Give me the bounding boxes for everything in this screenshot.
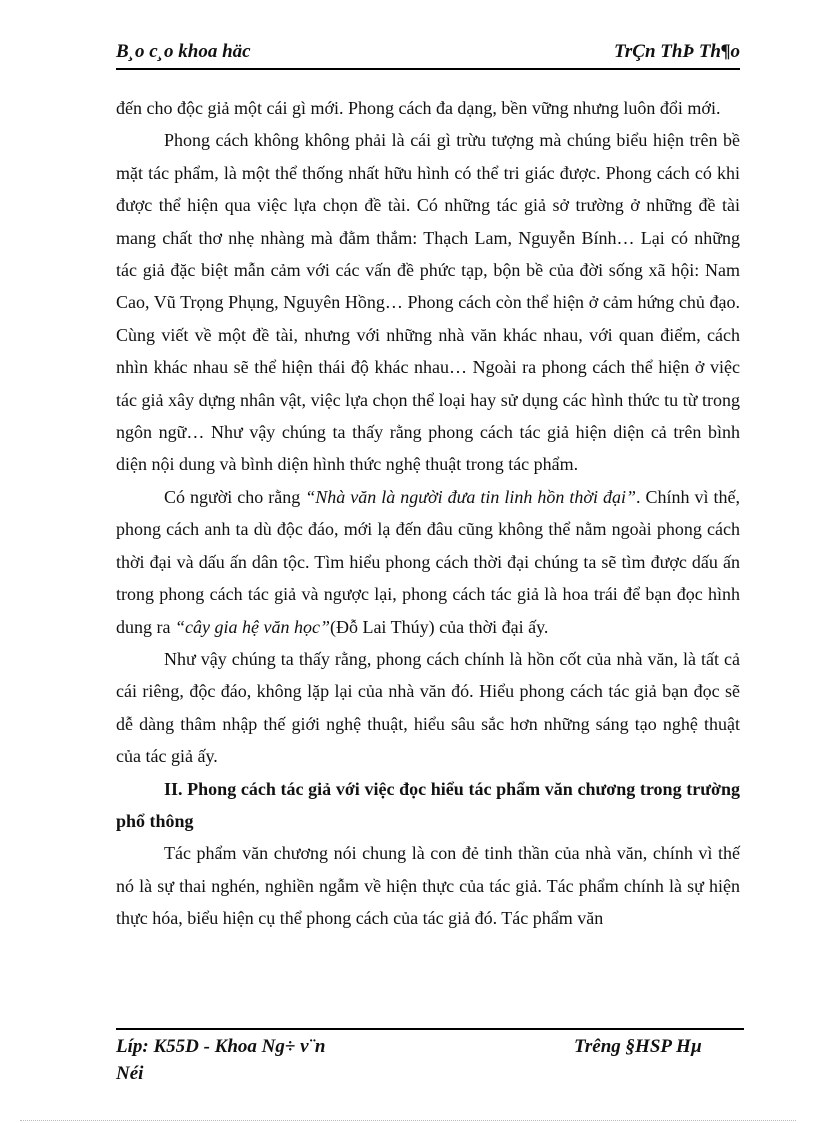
page-footer (116, 1028, 744, 1085)
paragraph-text: . Chính vì thế, phong cách anh ta dù độc đáo, mới lạ đến đâu cũng không thể nằm ngoài phong cách thời đại và dấu ấn dân tộc. Tìm hiểu phong cách thời đại chúng ta sẽ tìm được dấu ấn trong phong cách tác giả và ngược lại, phong cách tác giả là hoa trái để bạn đọc hình dung ra (116, 486, 740, 637)
section-heading: II. Phong cách tác giả với việc đọc hiểu tác phẩm văn chương trong trường phổ thông (116, 778, 740, 831)
paragraph-conclusion: Như vậy chúng ta thấy rằng, phong cách chính là hồn cốt của nhà văn, là tất cả cái riêng, độc đáo, không lặp lại của nhà văn đó. Hiểu phong cách tác giả bạn đọc sẽ dễ dàng thâm nhập thế giới nghệ thuật, hiểu sâu sắc hơn những sáng tạo nghệ thuật của tác giả ấy. (116, 648, 740, 767)
footer-class: Líp: K55D - Khoa Ng÷ v¨n (116, 1036, 326, 1057)
paragraph-continuation: đến cho độc giả một cái gì mới. Phong cách đa dạng, bền vững nhưng luôn đổi mới. (116, 98, 721, 118)
paragraph-era-style (116, 481, 740, 643)
paragraph-style-expression: Phong cách không không phải là cái gì trừu tượng mà chúng biểu hiện trên bề mặt tác phẩm, là một thể thống nhất hữu hình có thể tri giác được. Phong cách có khi được thể hiện qua việc lựa chọn đề tài. Có những tác giả sở trường ở những đề tài mang chất thơ nhẹ nhàng mà đằm thắm: Thạch Lam, Nguyễn Bính… Lại có những tác giả đặc biệt mẫn cảm với các vấn đề phức tạp, bộn bề của đời sống xã hội: Nam Cao, Vũ Trọng Phụng, Nguyên Hồng… Phong cách còn thể hiện ở cảm hứng chủ đạo. Cùng viết về một đề tài, nhưng với những nhà văn khác nhau, với quan điểm, cách nhìn khác nhau sẽ thể hiện thái độ khác nhau… Ngoài ra phong cách thể hiện ở việc tác giả xây dựng nhân vật, việc lựa chọn thể loại hay sử dụng các hình thức tu từ trong ngôn ngữ… Như vậy chúng ta thấy rằng phong cách tác giả hiện diện cả trên bình diện nội dung và bình diện hình thức nghệ thuật trong tác phẩm. (116, 130, 740, 475)
quote-writer-messenger: “Nhà văn là người đưa tin linh hồn thời đại” (305, 486, 637, 507)
footer-school-continued: Néi (116, 1063, 144, 1084)
paragraph-text: (Đỗ Lai Thúy) của thời đại ấy. (329, 616, 549, 637)
document-body (116, 92, 740, 935)
quote-literary-family-tree: “cây gia hệ văn học” (174, 616, 330, 637)
header-left-title: B¸o c¸o khoa häc (116, 41, 251, 62)
page-header (116, 40, 740, 70)
footer-school: Trêng §HSP Hµ (574, 1036, 702, 1057)
paragraph-text: Có người cho rằng (164, 486, 306, 507)
header-right-author: TrÇn ThÞ Th¶o (614, 41, 740, 62)
page-bottom-divider (20, 1120, 796, 1121)
paragraph-literary-work: Tác phẩm văn chương nói chung là con đẻ tinh thần của nhà văn, chính vì thế nó là sự thai nghén, nghiền ngẫm về hiện thực của tác giả. Tác phẩm chính là sự hiện thực hóa, biểu hiện cụ thể phong cách của tác giả đó. Tác phẩm văn (116, 843, 740, 929)
